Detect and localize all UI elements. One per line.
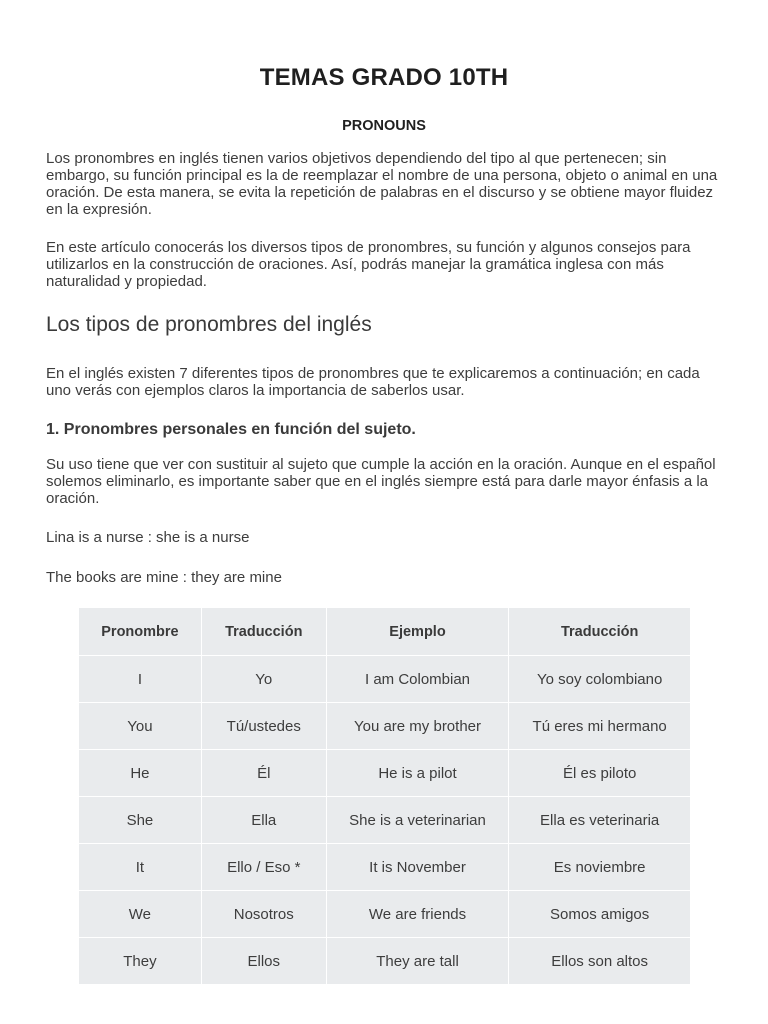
cell-translation: Tú/ustedes bbox=[201, 703, 326, 750]
table-row bbox=[79, 797, 691, 844]
pronouns-table bbox=[78, 607, 691, 985]
cell-translation: Ellos bbox=[201, 938, 326, 985]
intro-paragraph-2: En este artículo conocerás los diversos tipos de pronombres, su función y algunos consejos para utilizarlos en la construcción de oraciones. Así, podrás manejar la gramática inglesa con más naturalidad y propiedad. bbox=[46, 239, 691, 290]
cell-example: They are tall bbox=[326, 938, 509, 985]
table-row bbox=[79, 656, 691, 703]
cell-example-translation: Somos amigos bbox=[509, 891, 691, 938]
cell-example-translation: Tú eres mi hermano bbox=[509, 703, 691, 750]
cell-pronoun: He bbox=[79, 750, 202, 797]
table-row bbox=[79, 938, 691, 985]
header-traduccion-ejemplo: Traducción bbox=[509, 608, 691, 656]
cell-pronoun: You bbox=[79, 703, 202, 750]
cell-example-translation: Yo soy colombiano bbox=[509, 656, 691, 703]
cell-example: He is a pilot bbox=[326, 750, 509, 797]
cell-translation: Nosotros bbox=[201, 891, 326, 938]
cell-pronoun: She bbox=[79, 797, 202, 844]
section-heading: Los tipos de pronombres del inglés bbox=[46, 313, 372, 336]
cell-pronoun: We bbox=[79, 891, 202, 938]
table-row bbox=[79, 750, 691, 797]
cell-example-translation: Él es piloto bbox=[509, 750, 691, 797]
cell-example: I am Colombian bbox=[326, 656, 509, 703]
example-sentence-1: Lina is a nurse : she is a nurse bbox=[46, 529, 250, 546]
header-pronombre: Pronombre bbox=[79, 608, 202, 656]
cell-pronoun: It bbox=[79, 844, 202, 891]
subsection-paragraph: Su uso tiene que ver con sustituir al sujeto que cumple la acción en la oración. Aunque en el español solemos eliminarlo, es importante saber que en el inglés siempre está para darle mayor énfasis a la oración. bbox=[46, 456, 716, 507]
cell-example: It is November bbox=[326, 844, 509, 891]
cell-translation: Yo bbox=[201, 656, 326, 703]
cell-example-translation: Es noviembre bbox=[509, 844, 691, 891]
subsection-heading: 1. Pronombres personales en función del sujeto. bbox=[46, 421, 416, 438]
table-row bbox=[79, 844, 691, 891]
cell-example-translation: Ella es veterinaria bbox=[509, 797, 691, 844]
page-subtitle: PRONOUNS bbox=[342, 118, 426, 134]
cell-example: We are friends bbox=[326, 891, 509, 938]
table-row bbox=[79, 703, 691, 750]
cell-example: You are my brother bbox=[326, 703, 509, 750]
example-sentence-2: The books are mine : they are mine bbox=[46, 569, 282, 586]
table-header-row bbox=[79, 608, 691, 656]
header-traduccion: Traducción bbox=[201, 608, 326, 656]
cell-pronoun: I bbox=[79, 656, 202, 703]
cell-translation: Ella bbox=[201, 797, 326, 844]
header-ejemplo: Ejemplo bbox=[326, 608, 509, 656]
cell-example-translation: Ellos son altos bbox=[509, 938, 691, 985]
cell-example: She is a veterinarian bbox=[326, 797, 509, 844]
page-title: TEMAS GRADO 10TH bbox=[259, 64, 509, 91]
intro-paragraph-1: Los pronombres en inglés tienen varios objetivos dependiendo del tipo al que pertenecen; sin embargo, su función principal es la de reemplazar el nombre de una persona, objeto o animal en una oración. De esta manera, se evita la repetición de palabras en el discurso y se obtiene mayor fluidez en la expresión. bbox=[46, 150, 718, 218]
cell-translation: Él bbox=[201, 750, 326, 797]
cell-pronoun: They bbox=[79, 938, 202, 985]
table-row bbox=[79, 891, 691, 938]
section-paragraph: En el inglés existen 7 diferentes tipos de pronombres que te explicaremos a continuación; en cada uno verás con ejemplos claros la importancia de saberlos usar. bbox=[46, 365, 700, 399]
cell-translation: Ello / Eso * bbox=[201, 844, 326, 891]
